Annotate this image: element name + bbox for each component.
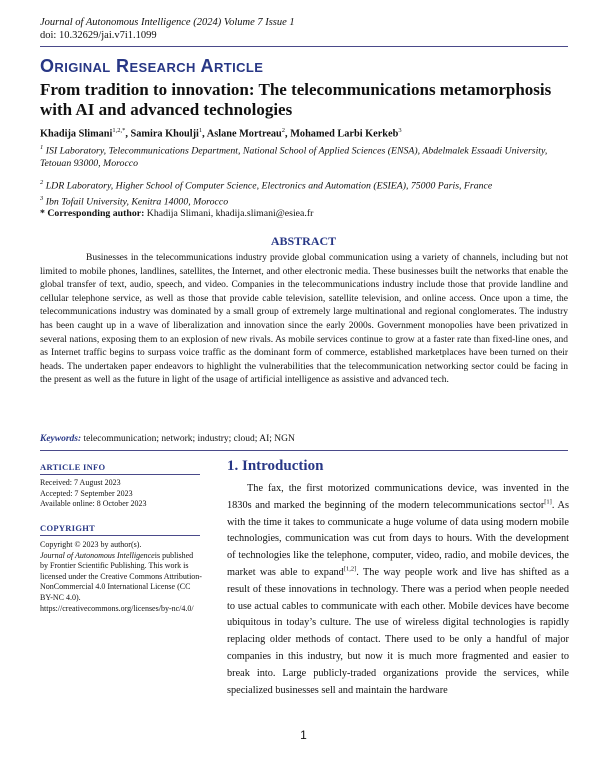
copyright-line: Copyright © 2023 by author(s). (40, 540, 142, 549)
abstract-heading: ABSTRACT (270, 234, 337, 248)
corresponding-author-label: * Corresponding author: (40, 208, 145, 219)
header-divider (40, 46, 568, 47)
author-name: Samira Khoulji (130, 128, 199, 140)
journal-name: Journal of Autonomous Intelligence (2024) Volume 7 Issue 1 (40, 17, 295, 28)
author-name: Khadija Slimani (40, 128, 113, 140)
affiliation (40, 141, 570, 170)
article-info-divider (40, 474, 200, 475)
keywords-label: Keywords: (40, 434, 82, 444)
introduction-heading: 1. Introduction (227, 458, 324, 474)
intro-text: . As with the time it takes to communicate a huge volume of data using modern mobile technologies, communication was cut from days to hours. With the development of technologies like the telephone, computer, video, radio, and mobile devices, the market was able to expand (227, 499, 569, 578)
doi: doi: 10.32629/jai.v7i1.1099 (40, 30, 157, 41)
affiliation (40, 192, 570, 208)
citation-ref[interactable]: [1] (544, 498, 552, 506)
abstract-body (40, 252, 568, 388)
article-type: Original Research Article (40, 56, 264, 76)
corresponding-author-text: Khadija Slimani, khadija.slimani@esiea.fr (146, 208, 314, 219)
abstract-text: Businesses in the telecommunications industry provide global communication using a variety of channels, including but not limited to mobile phones, landlines, satellites, the Internet, and other electronic media. These businesses built the networks that enable the global transfer of text, audio, speech, and video. Companies in the telecommunications industry include those that provide landline and cellular telephone service, as well as those that provide cable television, satellite television, and online access. Once upon a time, the telecommunications industry was dominated by a small group of extremely large multinational and regional conglomerates. The industry has been caught up in a wave of liberalization and innovation since the early 2000s. Government monopolies have been privatized in several nations, exposing them to an explosion of new rivals. As mobile services continue to grow at a faster rate than fixed-line ones, and as Internet traffic begins to surpass voice traffic as the dominant form of commerce, established marketplaces have been turned on their heads. The undertaken paper endeavors to highlight the vulnerabilities that the telecommunication networking sector could be facing in the present as well as the future in light of the usage of artificial intelligence as assistive and advanced tech. (40, 253, 568, 386)
online-date: Available online: 8 October 2023 (40, 499, 147, 509)
page-number: 1 (300, 728, 307, 742)
intro-text: The fax, the first motorized communications device, was invented in the 1830s and marked the beginning of the modern telecommunications sector (227, 483, 569, 511)
keywords-text: telecommunication; network; industry; cloud; AI; NGN (83, 434, 295, 444)
author-name: Mohamed Larbi Kerkeb (290, 128, 399, 140)
citation-ref[interactable]: [1,2] (343, 565, 357, 573)
accepted-date: Accepted: 7 September 2023 (40, 488, 133, 498)
affiliation-mark: 2 (40, 179, 44, 186)
affiliation-mark: 1 (40, 144, 44, 151)
intro-text: . The way people work and live has shifted as a result of these innovations in technology. There was a period when people needed to use actual cables to communicate with each other. Mobile devices have become ubiquitous in today’s culture. The use of wireless digital technologies is rapidly replacing older methods of contact. There used to be only a handful of major companies in this industry, but now it is much more fragmented and easier to break into. Large publicly-traded organizations provide the services, while specialized businesses sell and maintain the hardware (227, 566, 569, 696)
copyright-license: is published by Frontier Scientific Publishing. This work is licensed under the Creative Commons Attribution-NonCommercial 4.0 International License (CC BY-NC 4.0). https://creativecommons.org/licenses/by-nc/4.0/ (40, 550, 202, 613)
author-affiliation-mark: 1 (198, 127, 203, 134)
affiliation-text: Ibn Tofail University, Kenitra 14000, Morocco (45, 196, 229, 208)
affiliation-mark: 3 (40, 195, 44, 202)
author-list: Khadija Slimani$^{1,2,*}$, Samira Khoulji$^1$, Aslane Mortreau$^2$, Mohamed Larbi Kerkeb$^3$ (40, 127, 402, 140)
affiliation (40, 176, 570, 192)
author-affiliation-mark: 3 (398, 127, 402, 134)
section-divider (40, 450, 568, 451)
corresponding-author (40, 207, 313, 220)
affiliation-text: LDR Laboratory, Higher School of Computer Science, Electronics and Automation (ESIEA), 75000 Paris, France (45, 180, 493, 192)
copyright-journal: Journal of Autonomous Intelligence (40, 550, 155, 560)
received-date: Received: 7 August 2023 (40, 478, 121, 487)
author-affiliation-mark: 1,2,* (112, 127, 126, 134)
author-name: Aslane Mortreau (206, 128, 282, 140)
author-affiliation-mark: 2 (281, 127, 286, 134)
article-info-heading: ARTICLE INFO (40, 462, 106, 472)
copyright-heading: COPYRIGHT (40, 523, 96, 533)
copyright-divider (40, 535, 200, 536)
keywords (40, 433, 295, 446)
introduction-body (227, 481, 569, 699)
paper-title: From tradition to innovation: The telecommunications metamorphosis with AI and advanced technologies (40, 80, 552, 119)
copyright-notice (40, 540, 202, 614)
article-info (40, 478, 202, 510)
affiliation-text: ISI Laboratory, Telecommunications Department, National School of Applied Sciences (ENSA), Abdelmalek Essaadi University, Tetouan 93000, Morocco (40, 145, 548, 170)
